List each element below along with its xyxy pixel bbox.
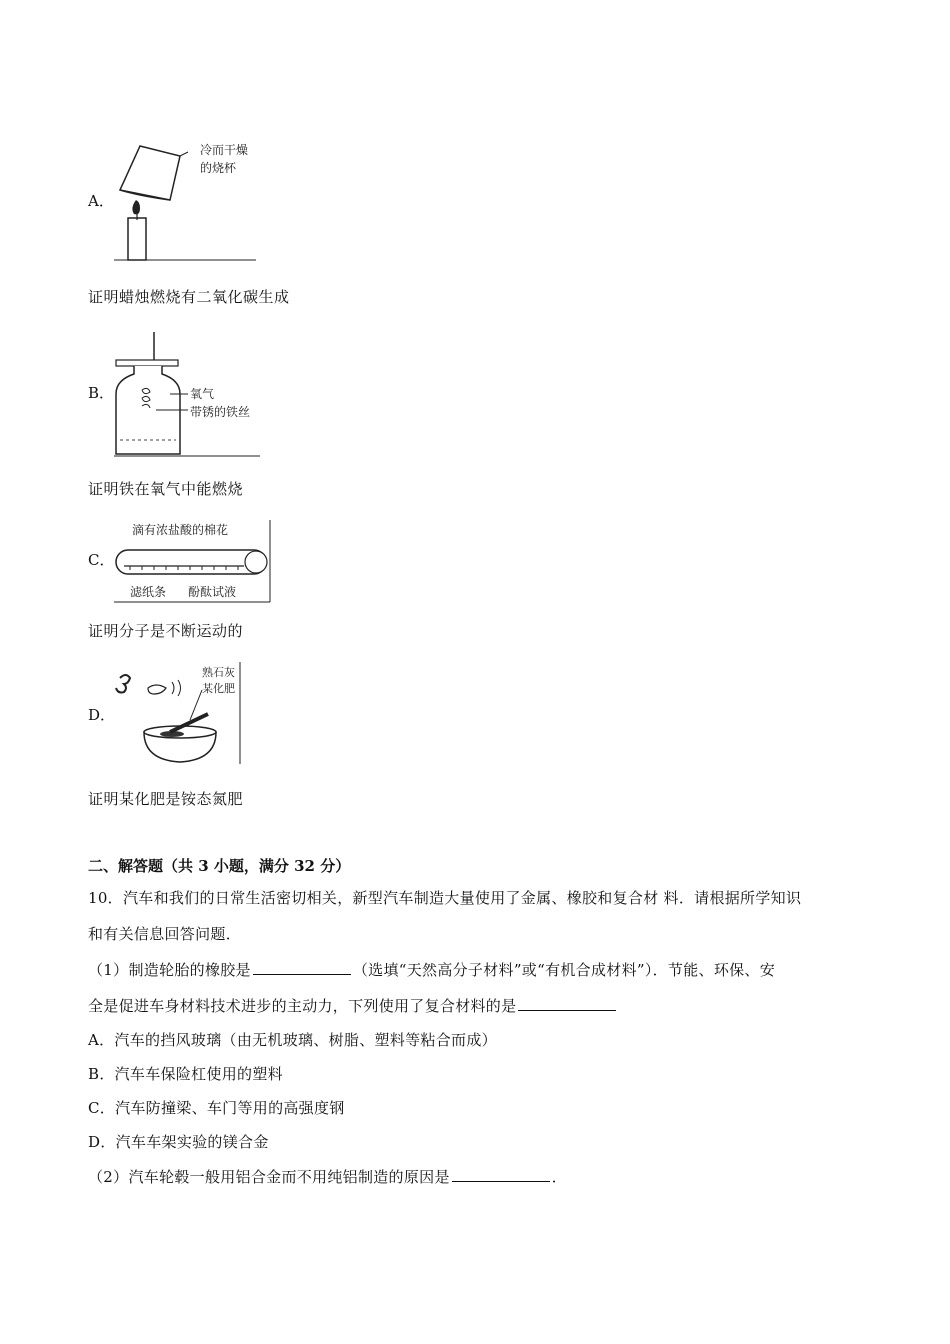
nose-icon [116, 675, 130, 693]
section-title: 二、解答题（共 3 小题，满分 32 分） [88, 857, 351, 875]
figure-oxygen-bottle [110, 330, 265, 460]
fig-b-label-1: 氧气 [190, 387, 215, 401]
hand-icon [148, 685, 166, 694]
q10-blank-1[interactable] [253, 959, 351, 975]
q10-part2 [88, 1160, 868, 1194]
tube-icon [116, 550, 266, 574]
q10-choice-c: C．汽车防撞梁、车门等用的高强度钢 [88, 1099, 345, 1117]
q10-blank-3[interactable] [452, 1166, 550, 1182]
q10-part2-text-a: （2）汽车轮毂一般用铝合金而不用纯铝制造的原因是 [88, 1168, 450, 1186]
fig-c-label-1: 滴有浓盐酸的棉花 [132, 523, 229, 537]
q10-choice-b: B．汽车车保险杠使用的塑料 [88, 1065, 283, 1083]
q10-choice-d: D．汽车车架实验的镁合金 [88, 1133, 269, 1151]
option-b-label: B． [88, 384, 115, 402]
q10-part1-cont [88, 989, 868, 1023]
fig-a-label-1: 冷而干燥 [200, 143, 249, 157]
fig-c-label-2: 滤纸条 [130, 585, 167, 599]
fig-c-label-3: 酚酞试液 [188, 585, 237, 599]
option-c-label: C． [88, 551, 115, 569]
figure-mortar-smell [110, 660, 245, 768]
figure-tube-diffusion [110, 518, 275, 604]
q10-part2-text-b: ． [551, 1168, 568, 1186]
option-a-caption: 证明蜡烛燃烧有二氧化碳生成 [88, 288, 290, 306]
fig-a-label-2: 的烧杯 [200, 161, 237, 175]
candle-icon [128, 218, 146, 260]
option-a-label: A． [88, 192, 114, 210]
option-c-caption: 证明分子是不断运动的 [88, 622, 244, 640]
q10-part1-text-a: （1）制造轮胎的橡胶是 [88, 961, 251, 979]
option-d-caption: 证明某化肥是铵态氮肥 [88, 790, 244, 808]
fig-d-label-2: 某化肥 [202, 682, 235, 695]
q10-part1-text-b: （选填“天然高分子材料”或“有机合成材料”）．节能、环保、安 [352, 961, 776, 979]
q10-stem-line2: 和有关信息回答问题． [88, 925, 242, 943]
option-d-label: D． [88, 706, 116, 724]
cotton-icon [245, 551, 267, 573]
flame-icon [132, 200, 140, 214]
q10-part1-text-c: 全是促进车身材料技术进步的主动力，下列使用了复合材料的是 [88, 997, 517, 1015]
option-b-caption: 证明铁在氧气中能燃烧 [88, 480, 244, 498]
q10-choice-a: A．汽车的挡风玻璃（由无机玻璃、树脂、塑料等粘合而成） [88, 1031, 497, 1049]
q10-stem-line1: 10．汽车和我们的日常生活密切相关，新型汽车制造大量使用了金属、橡胶和复合材 料．请根据所学知识 [88, 889, 802, 907]
q10-part1 [88, 953, 868, 987]
figure-candle-beaker [110, 138, 260, 263]
q10-blank-2[interactable] [518, 995, 616, 1011]
fig-d-label-1: 熟石灰 [202, 666, 235, 679]
fig-b-label-2: 带锈的铁丝 [190, 405, 251, 419]
